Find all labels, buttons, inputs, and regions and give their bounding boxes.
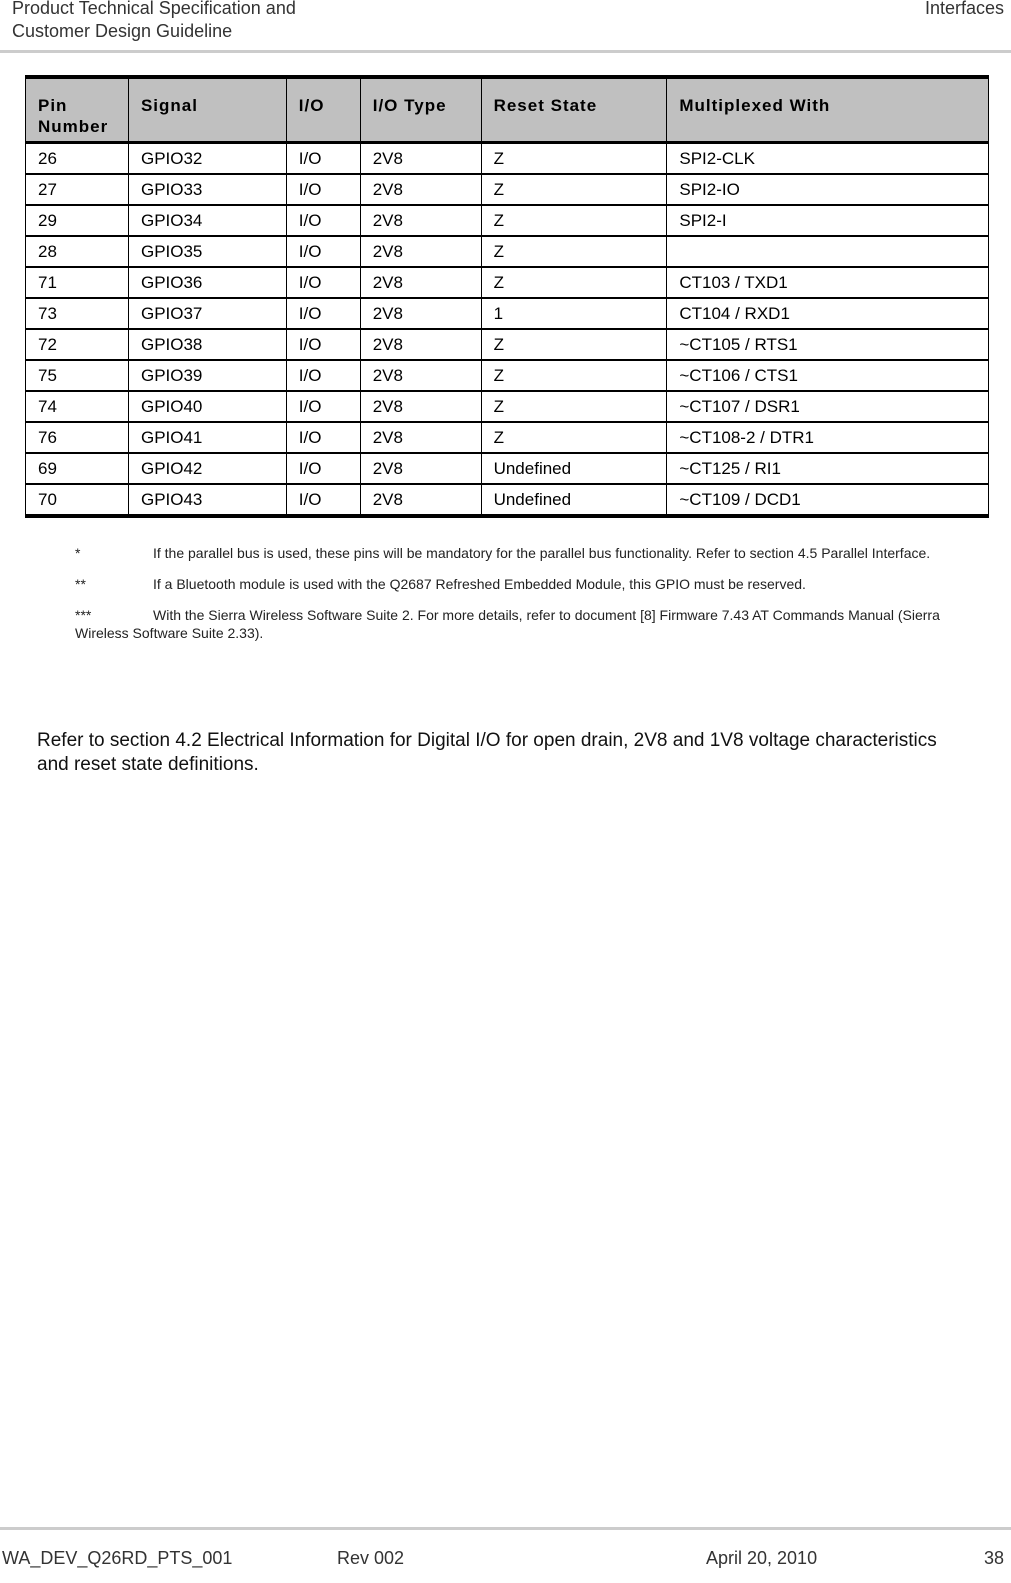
cell-reset-state: Z	[481, 236, 667, 267]
table-row	[26, 236, 989, 267]
footnote	[75, 575, 955, 593]
cell-pin-number: 69	[26, 453, 129, 484]
cell-signal: GPIO34	[128, 205, 286, 236]
cell-io: I/O	[286, 453, 360, 484]
cell-pin-number: 76	[26, 422, 129, 453]
cell-multiplexed-with: CT104 / RXD1	[667, 298, 989, 329]
section-name: Interfaces	[924, 0, 1004, 18]
cell-reset-state: Z	[481, 422, 667, 453]
document-title-line-1: Product Technical Specification and	[12, 0, 296, 18]
cell-pin-number: 27	[26, 174, 129, 205]
column-header-pin-number: Pin Number	[26, 77, 129, 143]
column-header-signal: Signal	[128, 77, 286, 143]
cell-io-type: 2V8	[360, 422, 481, 453]
cell-pin-number: 71	[26, 267, 129, 298]
table-row	[26, 174, 989, 205]
table-row	[26, 484, 989, 516]
cell-reset-state: Z	[481, 143, 667, 175]
footnote-text: With the Sierra Wireless Software Suite 2. For more details, refer to document [8] Firmware 7.43 AT Commands Manual (Sierra Wireless Software Suite 2.33).	[75, 607, 940, 641]
cell-multiplexed-with: ~CT107 / DSR1	[667, 391, 989, 422]
footnote	[75, 606, 955, 642]
cell-io-type: 2V8	[360, 360, 481, 391]
cell-pin-number: 29	[26, 205, 129, 236]
page-footer	[0, 1527, 1011, 1583]
cell-io-type: 2V8	[360, 205, 481, 236]
cell-io-type: 2V8	[360, 298, 481, 329]
cell-multiplexed-with: ~CT109 / DCD1	[667, 484, 989, 516]
table-footnotes	[75, 544, 955, 655]
cell-io: I/O	[286, 422, 360, 453]
cell-signal: GPIO37	[128, 298, 286, 329]
document-revision: Rev 002	[337, 1548, 405, 1568]
cell-io: I/O	[286, 143, 360, 175]
cell-multiplexed-with: ~CT108-2 / DTR1	[667, 422, 989, 453]
cell-pin-number: 75	[26, 360, 129, 391]
cell-pin-number: 70	[26, 484, 129, 516]
table-header-row	[26, 77, 989, 143]
cell-pin-number: 74	[26, 391, 129, 422]
cell-multiplexed-with: ~CT125 / RI1	[667, 453, 989, 484]
footnote-text: If a Bluetooth module is used with the Q2687 Refreshed Embedded Module, this GPIO must be reserved.	[153, 576, 806, 592]
table-row	[26, 391, 989, 422]
footnote-mark: ***	[75, 607, 92, 623]
cell-reset-state: Z	[481, 329, 667, 360]
cell-reset-state: Z	[481, 360, 667, 391]
cell-io: I/O	[286, 267, 360, 298]
footnote	[75, 544, 955, 562]
cell-io-type: 2V8	[360, 174, 481, 205]
cell-signal: GPIO39	[128, 360, 286, 391]
table-row	[26, 453, 989, 484]
cell-signal: GPIO35	[128, 236, 286, 267]
cell-io-type: 2V8	[360, 143, 481, 175]
cell-reset-state: Z	[481, 267, 667, 298]
cell-io-type: 2V8	[360, 267, 481, 298]
cell-multiplexed-with	[667, 236, 989, 267]
cell-pin-number: 72	[26, 329, 129, 360]
footnote-mark: **	[75, 576, 86, 592]
cell-signal: GPIO42	[128, 453, 286, 484]
column-header-io-type: I/O Type	[360, 77, 481, 143]
cell-io-type: 2V8	[360, 329, 481, 360]
cell-reset-state: Undefined	[481, 484, 667, 516]
cell-multiplexed-with: ~CT106 / CTS1	[667, 360, 989, 391]
cell-io: I/O	[286, 174, 360, 205]
document-id: WA_DEV_Q26RD_PTS_001	[2, 1548, 233, 1568]
column-header-multiplexed-with: Multiplexed With	[667, 77, 989, 143]
cell-signal: GPIO40	[128, 391, 286, 422]
table-row	[26, 298, 989, 329]
cell-pin-number: 73	[26, 298, 129, 329]
cell-multiplexed-with: SPI2-IO	[667, 174, 989, 205]
table-row	[26, 422, 989, 453]
footnote-text: If the parallel bus is used, these pins will be mandatory for the parallel bus functionality. Refer to section 4.5 Parallel Interface.	[153, 545, 931, 561]
cell-io: I/O	[286, 329, 360, 360]
cell-io: I/O	[286, 484, 360, 516]
footnote-mark: *	[75, 545, 81, 561]
table-row	[26, 205, 989, 236]
document-title-line-2: Customer Design Guideline	[12, 21, 233, 41]
table-row	[26, 360, 989, 391]
cell-signal: GPIO41	[128, 422, 286, 453]
cell-multiplexed-with: SPI2-CLK	[667, 143, 989, 175]
body-paragraph: Refer to section 4.2 Electrical Information for Digital I/O for open drain, 2V8 and 1V8 voltage characteristics and reset state definitions.	[37, 730, 937, 775]
column-header-io: I/O	[286, 77, 360, 143]
footer-divider	[0, 1527, 1011, 1530]
cell-signal: GPIO38	[128, 329, 286, 360]
cell-io: I/O	[286, 360, 360, 391]
cell-reset-state: Z	[481, 174, 667, 205]
cell-multiplexed-with: SPI2-I	[667, 205, 989, 236]
table-body	[26, 143, 989, 517]
cell-io: I/O	[286, 205, 360, 236]
cell-pin-number: 26	[26, 143, 129, 175]
cell-io-type: 2V8	[360, 484, 481, 516]
cell-io: I/O	[286, 236, 360, 267]
cell-multiplexed-with: CT103 / TXD1	[667, 267, 989, 298]
cell-signal: GPIO36	[128, 267, 286, 298]
cell-io-type: 2V8	[360, 391, 481, 422]
cell-reset-state: Z	[481, 391, 667, 422]
document-title	[12, 0, 296, 43]
table-row	[26, 143, 989, 175]
gpio-pin-table	[25, 75, 989, 518]
cell-io: I/O	[286, 391, 360, 422]
cell-io: I/O	[286, 298, 360, 329]
cell-reset-state: Z	[481, 205, 667, 236]
cell-signal: GPIO33	[128, 174, 286, 205]
cell-multiplexed-with: ~CT105 / RTS1	[667, 329, 989, 360]
table-row	[26, 267, 989, 298]
cell-signal: GPIO32	[128, 143, 286, 175]
document-date: April 20, 2010	[706, 1548, 818, 1568]
header-divider	[0, 50, 1011, 53]
cell-reset-state: 1	[481, 298, 667, 329]
cell-reset-state: Undefined	[481, 453, 667, 484]
cell-pin-number: 28	[26, 236, 129, 267]
cell-io-type: 2V8	[360, 453, 481, 484]
cell-signal: GPIO43	[128, 484, 286, 516]
page-number: 38	[983, 1548, 1004, 1568]
column-header-reset-state: Reset State	[481, 77, 667, 143]
table-row	[26, 329, 989, 360]
page-header	[0, 0, 1011, 52]
cell-io-type: 2V8	[360, 236, 481, 267]
